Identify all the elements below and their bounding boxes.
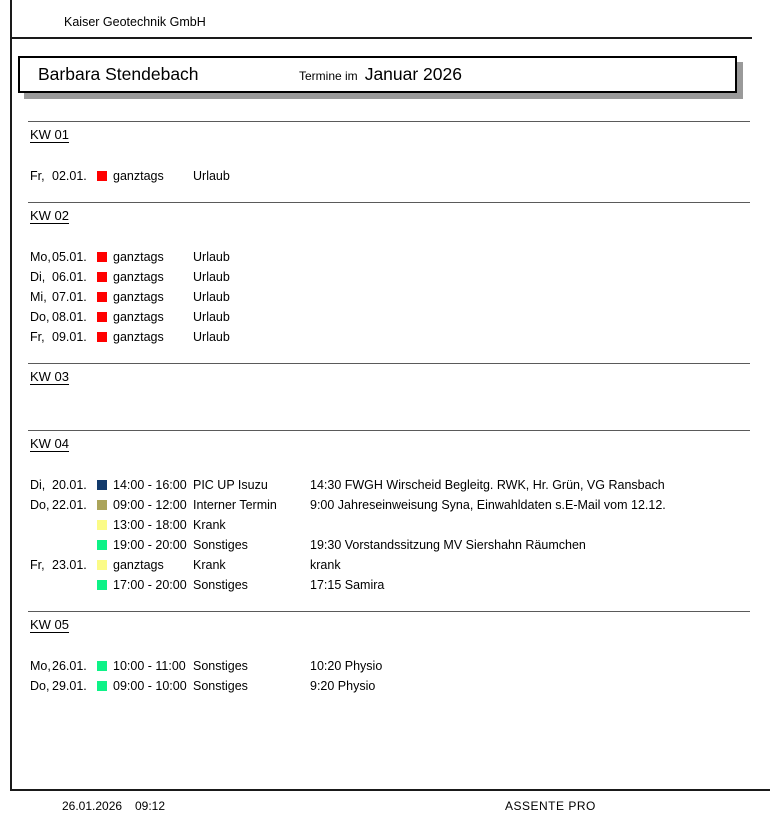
- day-label: Mi,: [30, 290, 47, 304]
- category-label: Interner Termin: [193, 498, 277, 512]
- time-label: ganztags: [113, 270, 164, 284]
- appointment-row: [28, 515, 750, 535]
- week-section: [28, 202, 750, 347]
- appointment-row: [28, 676, 750, 696]
- page-left-border: [10, 0, 12, 790]
- description-label: 10:20 Physio: [310, 659, 383, 673]
- week-sections: [28, 121, 750, 712]
- week-label: KW 03: [30, 369, 70, 384]
- day-label: Do,: [30, 679, 50, 693]
- category-color-swatch: [97, 292, 107, 302]
- title-prefix: Termine im: [299, 69, 358, 83]
- week-label: KW 05: [30, 617, 70, 632]
- date-label: 02.01.: [52, 169, 87, 183]
- time-label: 09:00 - 10:00: [113, 679, 187, 693]
- day-label: Fr,: [30, 330, 45, 344]
- week-rows: [28, 656, 750, 696]
- header-rule: [10, 37, 752, 39]
- category-label: Urlaub: [193, 169, 230, 183]
- category-color-swatch: [97, 520, 107, 530]
- footer-print-date: 26.01.2026: [62, 799, 123, 813]
- time-label: ganztags: [113, 558, 164, 572]
- category-color-swatch: [97, 480, 107, 490]
- time-label: 09:00 - 12:00: [113, 498, 187, 512]
- category-color-swatch: [97, 272, 107, 282]
- category-label: Krank: [193, 518, 226, 532]
- day-label: Di,: [30, 478, 46, 492]
- week-rows: [28, 408, 750, 414]
- time-label: 10:00 - 11:00: [113, 659, 186, 673]
- category-color-swatch: [97, 580, 107, 590]
- footer-app-name: ASSENTE PRO: [505, 799, 596, 813]
- week-section: [28, 611, 750, 696]
- description-label: krank: [310, 558, 341, 572]
- week-section: [28, 121, 750, 186]
- week-label: KW 04: [30, 436, 70, 451]
- category-color-swatch: [97, 560, 107, 570]
- category-color-swatch: [97, 500, 107, 510]
- time-label: 19:00 - 20:00: [113, 538, 187, 552]
- category-color-swatch: [97, 252, 107, 262]
- appointment-row: [28, 307, 750, 327]
- category-label: Urlaub: [193, 310, 230, 324]
- week-label: KW 02: [30, 208, 70, 223]
- category-label: PIC UP Isuzu: [193, 478, 268, 492]
- category-label: Sonstiges: [193, 659, 248, 673]
- footer-print-time: 09:12: [135, 799, 166, 813]
- date-label: 08.01.: [52, 310, 87, 324]
- date-label: 09.01.: [52, 330, 87, 344]
- day-label: Fr,: [30, 558, 45, 572]
- category-color-swatch: [97, 171, 107, 181]
- week-rows: [28, 475, 750, 595]
- week-section: [28, 363, 750, 414]
- category-label: Krank: [193, 558, 226, 572]
- date-label: 20.01.: [52, 478, 87, 492]
- appointment-row: [28, 287, 750, 307]
- appointment-row: [28, 267, 750, 287]
- description-label: 17:15 Samira: [310, 578, 385, 592]
- category-label: Urlaub: [193, 330, 230, 344]
- category-label: Sonstiges: [193, 679, 248, 693]
- appointment-row: [28, 575, 750, 595]
- description-label: 9:20 Physio: [310, 679, 376, 693]
- date-label: 26.01.: [52, 659, 87, 673]
- time-label: 13:00 - 18:00: [113, 518, 187, 532]
- appointment-row: [28, 495, 750, 515]
- category-color-swatch: [97, 332, 107, 342]
- day-label: Mo,: [30, 250, 51, 264]
- day-label: Do,: [30, 310, 50, 324]
- appointment-row: [28, 475, 750, 495]
- category-label: Sonstiges: [193, 578, 248, 592]
- time-label: 17:00 - 20:00: [113, 578, 187, 592]
- person-name: Barbara Stendebach: [38, 64, 199, 84]
- appointment-row: [28, 247, 750, 267]
- time-label: 14:00 - 16:00: [113, 478, 187, 492]
- time-label: ganztags: [113, 290, 164, 304]
- time-label: ganztags: [113, 330, 164, 344]
- week-section: [28, 430, 750, 595]
- date-label: 06.01.: [52, 270, 87, 284]
- date-label: 29.01.: [52, 679, 87, 693]
- date-label: 05.01.: [52, 250, 87, 264]
- description-label: 19:30 Vorstandssitzung MV Siershahn Räumchen: [310, 538, 586, 552]
- appointment-row: [28, 166, 750, 186]
- time-label: ganztags: [113, 169, 164, 183]
- appointment-row: [28, 327, 750, 347]
- day-label: Di,: [30, 270, 46, 284]
- day-label: Mo,: [30, 659, 51, 673]
- description-label: 9:00 Jahreseinweisung Syna, Einwahldaten s.E-Mail vom 12.12.: [310, 498, 666, 512]
- company-name: Kaiser Geotechnik GmbH: [64, 15, 206, 29]
- time-label: ganztags: [113, 250, 164, 264]
- title-box: [18, 56, 737, 93]
- category-label: Urlaub: [193, 250, 230, 264]
- day-label: Do,: [30, 498, 50, 512]
- week-rows: [28, 247, 750, 347]
- date-label: 07.01.: [52, 290, 87, 304]
- footer-rule: [10, 789, 770, 791]
- category-color-swatch: [97, 540, 107, 550]
- date-label: 23.01.: [52, 558, 87, 572]
- category-color-swatch: [97, 312, 107, 322]
- appointment-row: [28, 555, 750, 575]
- category-label: Sonstiges: [193, 538, 248, 552]
- appointment-row: [28, 656, 750, 676]
- time-label: ganztags: [113, 310, 164, 324]
- title-line: [20, 58, 735, 92]
- description-label: 14:30 FWGH Wirscheid Begleitg. RWK, Hr. Grün, VG Ransbach: [310, 478, 665, 492]
- week-rows: [28, 166, 750, 186]
- category-color-swatch: [97, 661, 107, 671]
- category-label: Urlaub: [193, 270, 230, 284]
- week-label: KW 01: [30, 127, 70, 142]
- title-month: Januar 2026: [364, 64, 462, 84]
- category-color-swatch: [97, 681, 107, 691]
- day-label: Fr,: [30, 169, 45, 183]
- category-label: Urlaub: [193, 290, 230, 304]
- date-label: 22.01.: [52, 498, 87, 512]
- appointment-row: [28, 535, 750, 555]
